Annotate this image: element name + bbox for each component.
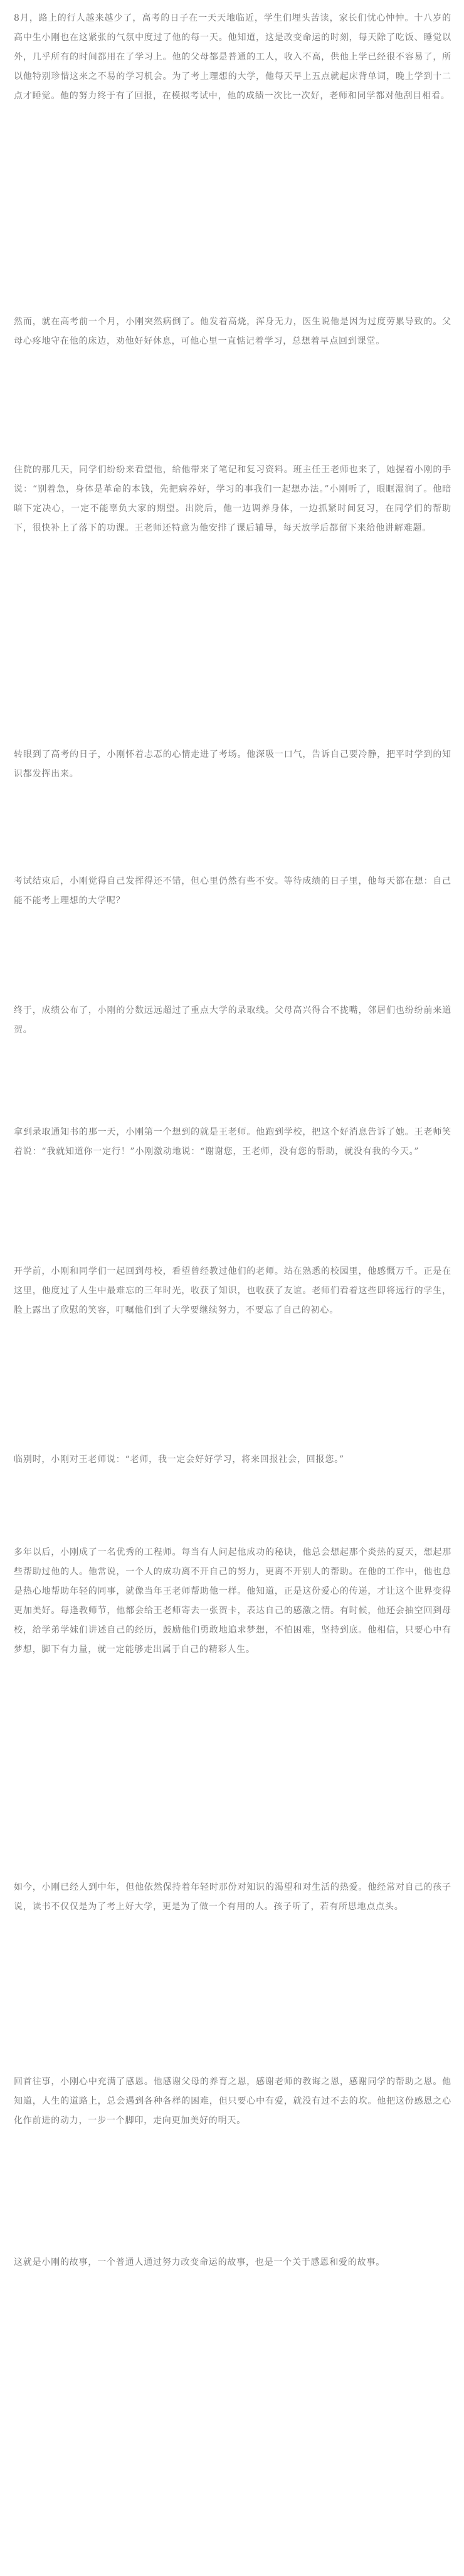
essay-paragraph: 临别时，小刚对王老师说：“老师，我一定会好好学习，将来回报社会，回报您。” [14, 1455, 344, 1465]
essay-paragraph: 回首往事，小刚心中充满了感恩。他感谢父母的养育之恩，感谢老师的教诲之恩，感谢同学的帮助之恩。他知道，人生的道路上，总会遇到各种各样的困难，但只要心中有爱，就没有过不去的坎。他把这份感恩之心化作前进的动力，一步一个脚印，走向更加美好的明天。 [14, 2077, 451, 2126]
essay-paragraph: 8月，路上的行人越来越少了，高考的日子在一天天地临近，学生们埋头苦读，家长们忧心忡忡。十八岁的高中生小刚也在这紧张的气氛中度过了他的每一天。他知道，这是改变命运的时刻，每天除了吃饭、睡觉以外，几乎所有的时间都用在了学习上。他的父母都是普通的工人，收入不高，供他上学已经很不容易了，所以他特别珍惜这来之不易的学习机会。为了考上理想的大学，他每天早上五点就起床背单词，晚上学到十二点才睡觉。他的努力终于有了回报，在模拟考试中，他的成绩一次比一次好，老师和同学都对他刮目相看。 [14, 13, 451, 101]
handwritten-essay [14, 9, 451, 2328]
essay-paragraph: 考试结束后，小刚觉得自己发挥得还不错，但心里仍然有些不安。等待成绩的日子里，他每天都在想：自己能不能考上理想的大学呢？ [14, 876, 451, 906]
essay-paragraph: 如今，小刚已经人到中年，但他依然保持着年轻时那份对知识的渴望和对生活的热爱。他经常对自己的孩子说，读书不仅仅是为了考上好大学，更是为了做一个有用的人。孩子听了，若有所思地点点头。 [14, 1882, 451, 1912]
essay-paragraph: 这就是小刚的故事，一个普通人通过努力改变命运的故事，也是一个关于感恩和爱的故事。 [14, 2257, 385, 2267]
essay-paragraph: 终于，成绩公布了，小刚的分数远远超过了重点大学的录取线。父母高兴得合不拢嘴，邻居们也纷纷前来道贺。 [14, 1005, 451, 1035]
essay-paragraph: 开学前，小刚和同学们一起回到母校，看望曾经教过他们的老师。站在熟悉的校园里，他感慨万千。正是在这里，他度过了人生中最难忘的三年时光，收获了知识，也收获了友谊。老师们看着这些即将远行的学生，脸上露出了欣慰的笑容，叮嘱他们到了大学要继续努力，不要忘了自己的初心。 [14, 1266, 451, 1315]
essay-paragraph: 多年以后，小刚成了一名优秀的工程师。每当有人问起他成功的秘诀，他总会想起那个炎热的夏天，想起那些帮助过他的人。他常说，一个人的成功离不开自己的努力，更离不开别人的帮助。在他的工作中，他也总是热心地帮助年轻的同事，就像当年王老师帮助他一样。他知道，正是这份爱心的传递，才让这个世界变得更加美好。每逢教师节，他都会给王老师寄去一张贺卡，表达自己的感激之情。有时候，他还会抽空回到母校，给学弟学妹们讲述自己的经历，鼓励他们勇敢地追求梦想，不怕困难，坚持到底。他相信，只要心中有梦想，脚下有力量，就一定能够走出属于自己的精彩人生。 [14, 1547, 451, 1655]
essay-paragraph: 然而，就在高考前一个月，小刚突然病倒了。他发着高烧，浑身无力，医生说他是因为过度劳累导致的。父母心疼地守在他的床边，劝他好好休息，可他心里一直惦记着学习，总想着早点回到课堂。 [14, 317, 451, 346]
essay-paragraph: 拿到录取通知书的那一天，小刚第一个想到的就是王老师。他跑到学校，把这个好消息告诉了她。王老师笑着说：“我就知道你一定行！”小刚激动地说：“谢谢您，王老师，没有您的帮助，就没有我的今天。” [14, 1127, 451, 1157]
essay-paragraph: 转眼到了高考的日子，小刚怀着忐忑的心情走进了考场。他深吸一口气，告诉自己要冷静，把平时学到的知识都发挥出来。 [14, 750, 451, 779]
essay-paragraph: 住院的那几天，同学们纷纷来看望他，给他带来了笔记和复习资料。班主任王老师也来了，她握着小刚的手说：“别着急，身体是革命的本钱，先把病养好，学习的事我们一起想办法。”小刚听了，眼眶湿润了。他暗暗下定决心，一定不能辜负大家的期望。出院后，他一边调养身体，一边抓紧时间复习，在同学们的帮助下，很快补上了落下的功课。王老师还特意为他安排了课后辅导，每天放学后都留下来给他讲解难题。 [14, 465, 451, 533]
